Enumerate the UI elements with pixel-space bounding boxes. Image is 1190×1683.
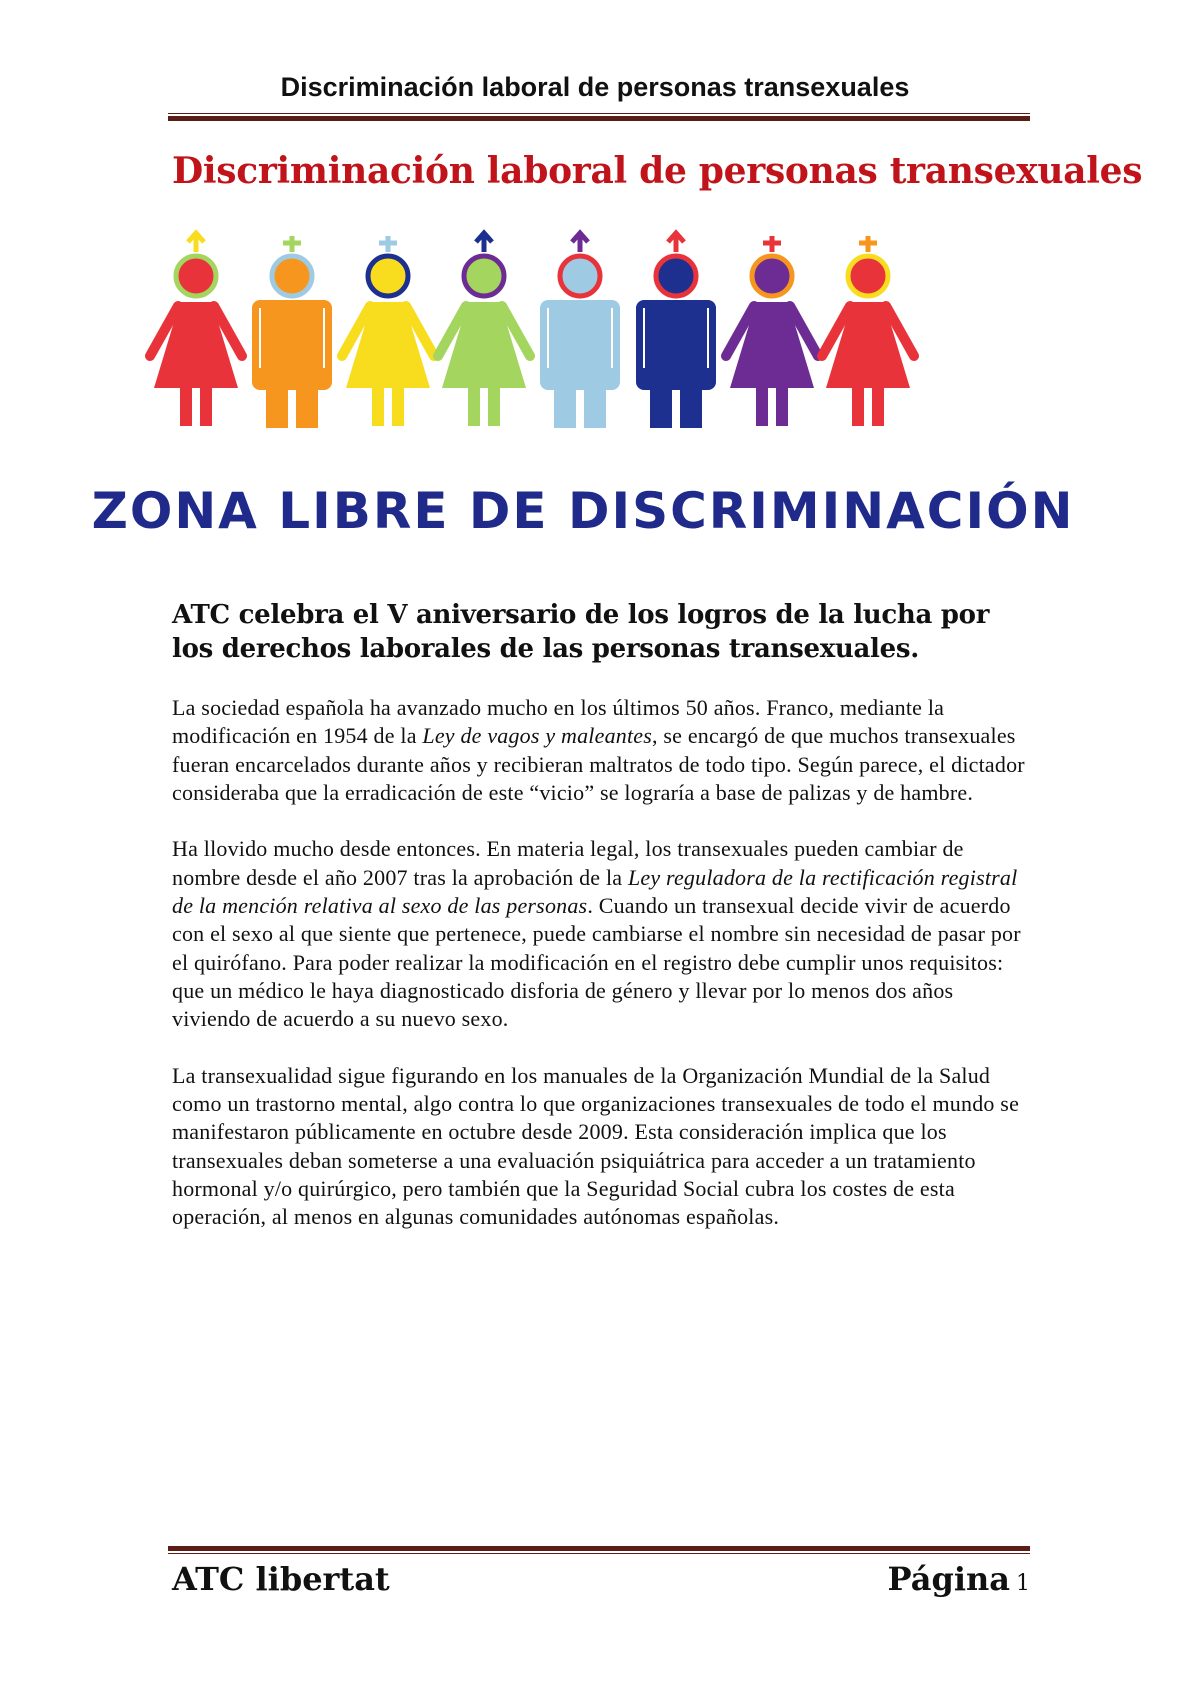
- paragraph-1-text-b: , se encargó de que muchos transexuales fueran encarcelados durante años y recibieran maltratos de todo tipo. Según parece, el dictador consideraba que la erradicación de este “vicio” se lograría a base de palizas y de hambre.: [172, 723, 1025, 805]
- person-figure-2: [252, 236, 332, 428]
- person-figure-4: [438, 233, 530, 426]
- header-rule: [168, 113, 1030, 121]
- law-title-vagos: Ley de vagos y maleantes: [422, 723, 653, 749]
- law-title-rectificacion: Ley reguladora de la rectificación registral de la mención relativa al sexo de las personas: [172, 864, 1018, 919]
- person-figure-3: [342, 236, 434, 426]
- footer-page: [888, 1560, 1030, 1598]
- paragraph-3: La transexualidad sigue figurando en los manuales de la Organización Mundial de la Salud como un trastorno mental, algo contra lo que organizaciones transexuales de todo el mundo se manifestaron públicamente en octubre desde 2009. Esta consideración implica que los transexuales deban someterse a una evaluación psiquiátrica para acceder a un tratamiento hormonal y/o quirúrgico, pero también que la Seguridad Social cubra los costes de esta operación, al menos en algunas comunidades autónomas españolas.: [172, 1062, 1020, 1230]
- paragraph-2-text-a: Ha llovido mucho desde entonces. En materia legal, los transexuales pueden cambiar de nombre desde el año 2007 tras la aprobación de la: [172, 836, 964, 890]
- paragraph-1: [172, 694, 1034, 807]
- person-figure-1: [150, 233, 242, 426]
- running-header: Discriminación laboral de personas transexuales: [280, 72, 910, 102]
- paragraph-2-text-b: . Cuando un transexual decide vivir de acuerdo con el sexo al que siente que pertenece, puede cambiarse el nombre sin necesidad de pasar por el quirófano. Para poder realizar la modificación en el registro debe cumplir unos requisitos: que un médico le haya diagnosticado disforia de género y llevar por lo menos dos años viviendo de acuerdo a su nuevo sexo.: [172, 893, 1021, 1032]
- person-figure-7: [726, 236, 818, 426]
- person-figure-5: [540, 233, 620, 428]
- person-figure-6: [636, 233, 716, 428]
- banner-caption: ZONA LIBRE DE DISCRIMINACIÓN: [91, 482, 1075, 540]
- article-body: [172, 694, 1034, 1260]
- paragraph-1-text-a: La sociedad española ha avanzado mucho en los últimos 50 años. Franco, mediante la modificación en 1954 de la: [172, 695, 945, 749]
- page-title: Discriminación laboral de personas transexuales: [172, 150, 1143, 192]
- zona-libre-banner: [91, 228, 1075, 548]
- person-figure-8: [822, 236, 914, 426]
- article-subtitle: ATC celebra el V aniversario de los logros de la lucha por los derechos laborales de las personas transexuales.: [172, 600, 990, 664]
- paragraph-2: [172, 835, 1034, 1033]
- footer-organization: ATC libertat: [172, 1560, 390, 1598]
- page-number: 1: [1016, 1571, 1030, 1596]
- page-label: Página: [887, 1560, 1010, 1598]
- footer-rule: [168, 1546, 1030, 1554]
